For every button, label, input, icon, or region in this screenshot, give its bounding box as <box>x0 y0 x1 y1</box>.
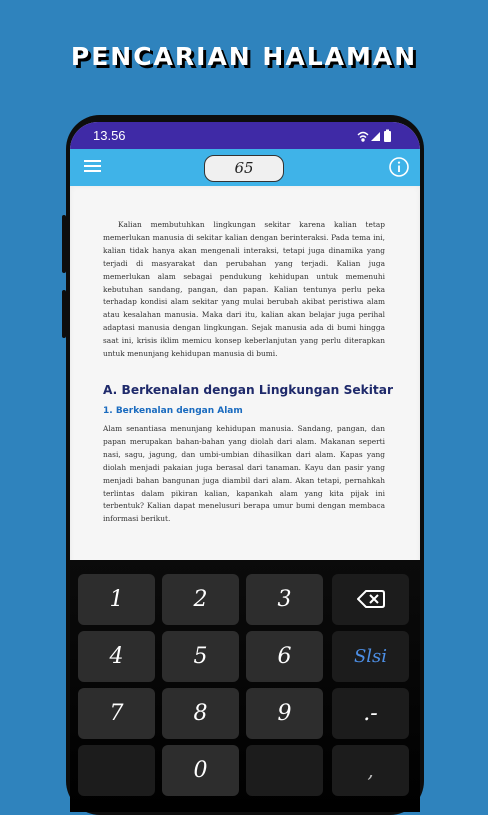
app-toolbar <box>70 149 420 186</box>
battery-icon <box>384 130 391 143</box>
status-bar <box>70 122 420 149</box>
key-8[interactable]: 8 <box>162 688 239 739</box>
key-6[interactable]: 6 <box>246 631 323 682</box>
key-7[interactable]: 7 <box>78 688 155 739</box>
key-9[interactable]: 9 <box>246 688 323 739</box>
status-icons <box>356 129 396 143</box>
numeric-keyboard <box>70 560 420 812</box>
backspace-icon <box>357 589 385 609</box>
blank-key[interactable] <box>78 745 155 796</box>
key-5[interactable]: 5 <box>162 631 239 682</box>
phone-side-button <box>62 290 66 338</box>
key-3[interactable]: 3 <box>246 574 323 625</box>
subsection-heading: 1. Berkenalan dengan Alam <box>103 406 243 416</box>
done-key[interactable]: Slsi <box>332 631 409 682</box>
page-number-input[interactable]: 65 <box>204 155 284 182</box>
phone-screen <box>70 122 420 812</box>
section-heading: A. Berkenalan dengan Lingkungan Sekitar <box>103 383 393 397</box>
info-icon[interactable] <box>388 156 410 178</box>
key-4[interactable]: 4 <box>78 631 155 682</box>
key-2[interactable]: 2 <box>162 574 239 625</box>
promo-title: PENCARIAN HALAMAN <box>70 42 418 71</box>
body-paragraph: Alam senantiasa menunjang kehidupan manusia. Sandang, pangan, dan papan merupakan bahan-bahan yang diolah dari alam. Makanan seperti nasi, sagu, jagung, dan umbi-umbian dihasilkan dari alam. Kapas yang diolah menjadi pakaian juga berasal dari tanaman. Kayu dan pasir yang menjadi bahan bangunan juga diambil dari alam. Akan tetapi, pernahkah terlintas dalam pikiran kalian, kapankah alam yang kita pijak ini terbentuk? Kalian dapat menelusuri berapa umur bumi dengan membaca informasi berikut. <box>103 424 385 524</box>
comma-key[interactable]: , <box>332 745 409 796</box>
dot-dash-key[interactable]: .- <box>332 688 409 739</box>
status-time: 13.56 <box>93 128 126 143</box>
intro-paragraph: Kalian membutuhkan lingkungan sekitar karena kalian tetap memerlukan manusia di sekitar kalian dengan berinteraksi. Pada tema ini, kalian tidak hanya akan mengenali interaksi, tetapi juga dinamika yang terjadi di masyarakat dan perubahan yang terjadi. Kalian juga memerlukan alam sebagai pendukung kehidupan untuk memenuhi kebutuhan sandang, pangan, dan papan. Kalian tentunya perlu peka terhadap kondisi alam sekitar yang mulai berubah akibat peristiwa alam atau kesalahan manusia. Maka dari itu, kalian akan belajar juga perihal adaptasi manusia dengan lingkungan. Sejak manusia ada di bumi hingga saat ini, krisis iklim memicu konsep keberlanjutan yang perlu diterapkan untuk menunjang kehidupan manusia di bumi. <box>103 220 385 359</box>
blank-key[interactable] <box>246 745 323 796</box>
wifi-icon <box>358 133 368 142</box>
menu-icon[interactable] <box>82 157 104 177</box>
backspace-key[interactable] <box>332 574 409 625</box>
phone-side-button <box>62 215 66 273</box>
key-0[interactable]: 0 <box>162 745 239 796</box>
key-1[interactable]: 1 <box>78 574 155 625</box>
signal-icon <box>371 132 380 141</box>
